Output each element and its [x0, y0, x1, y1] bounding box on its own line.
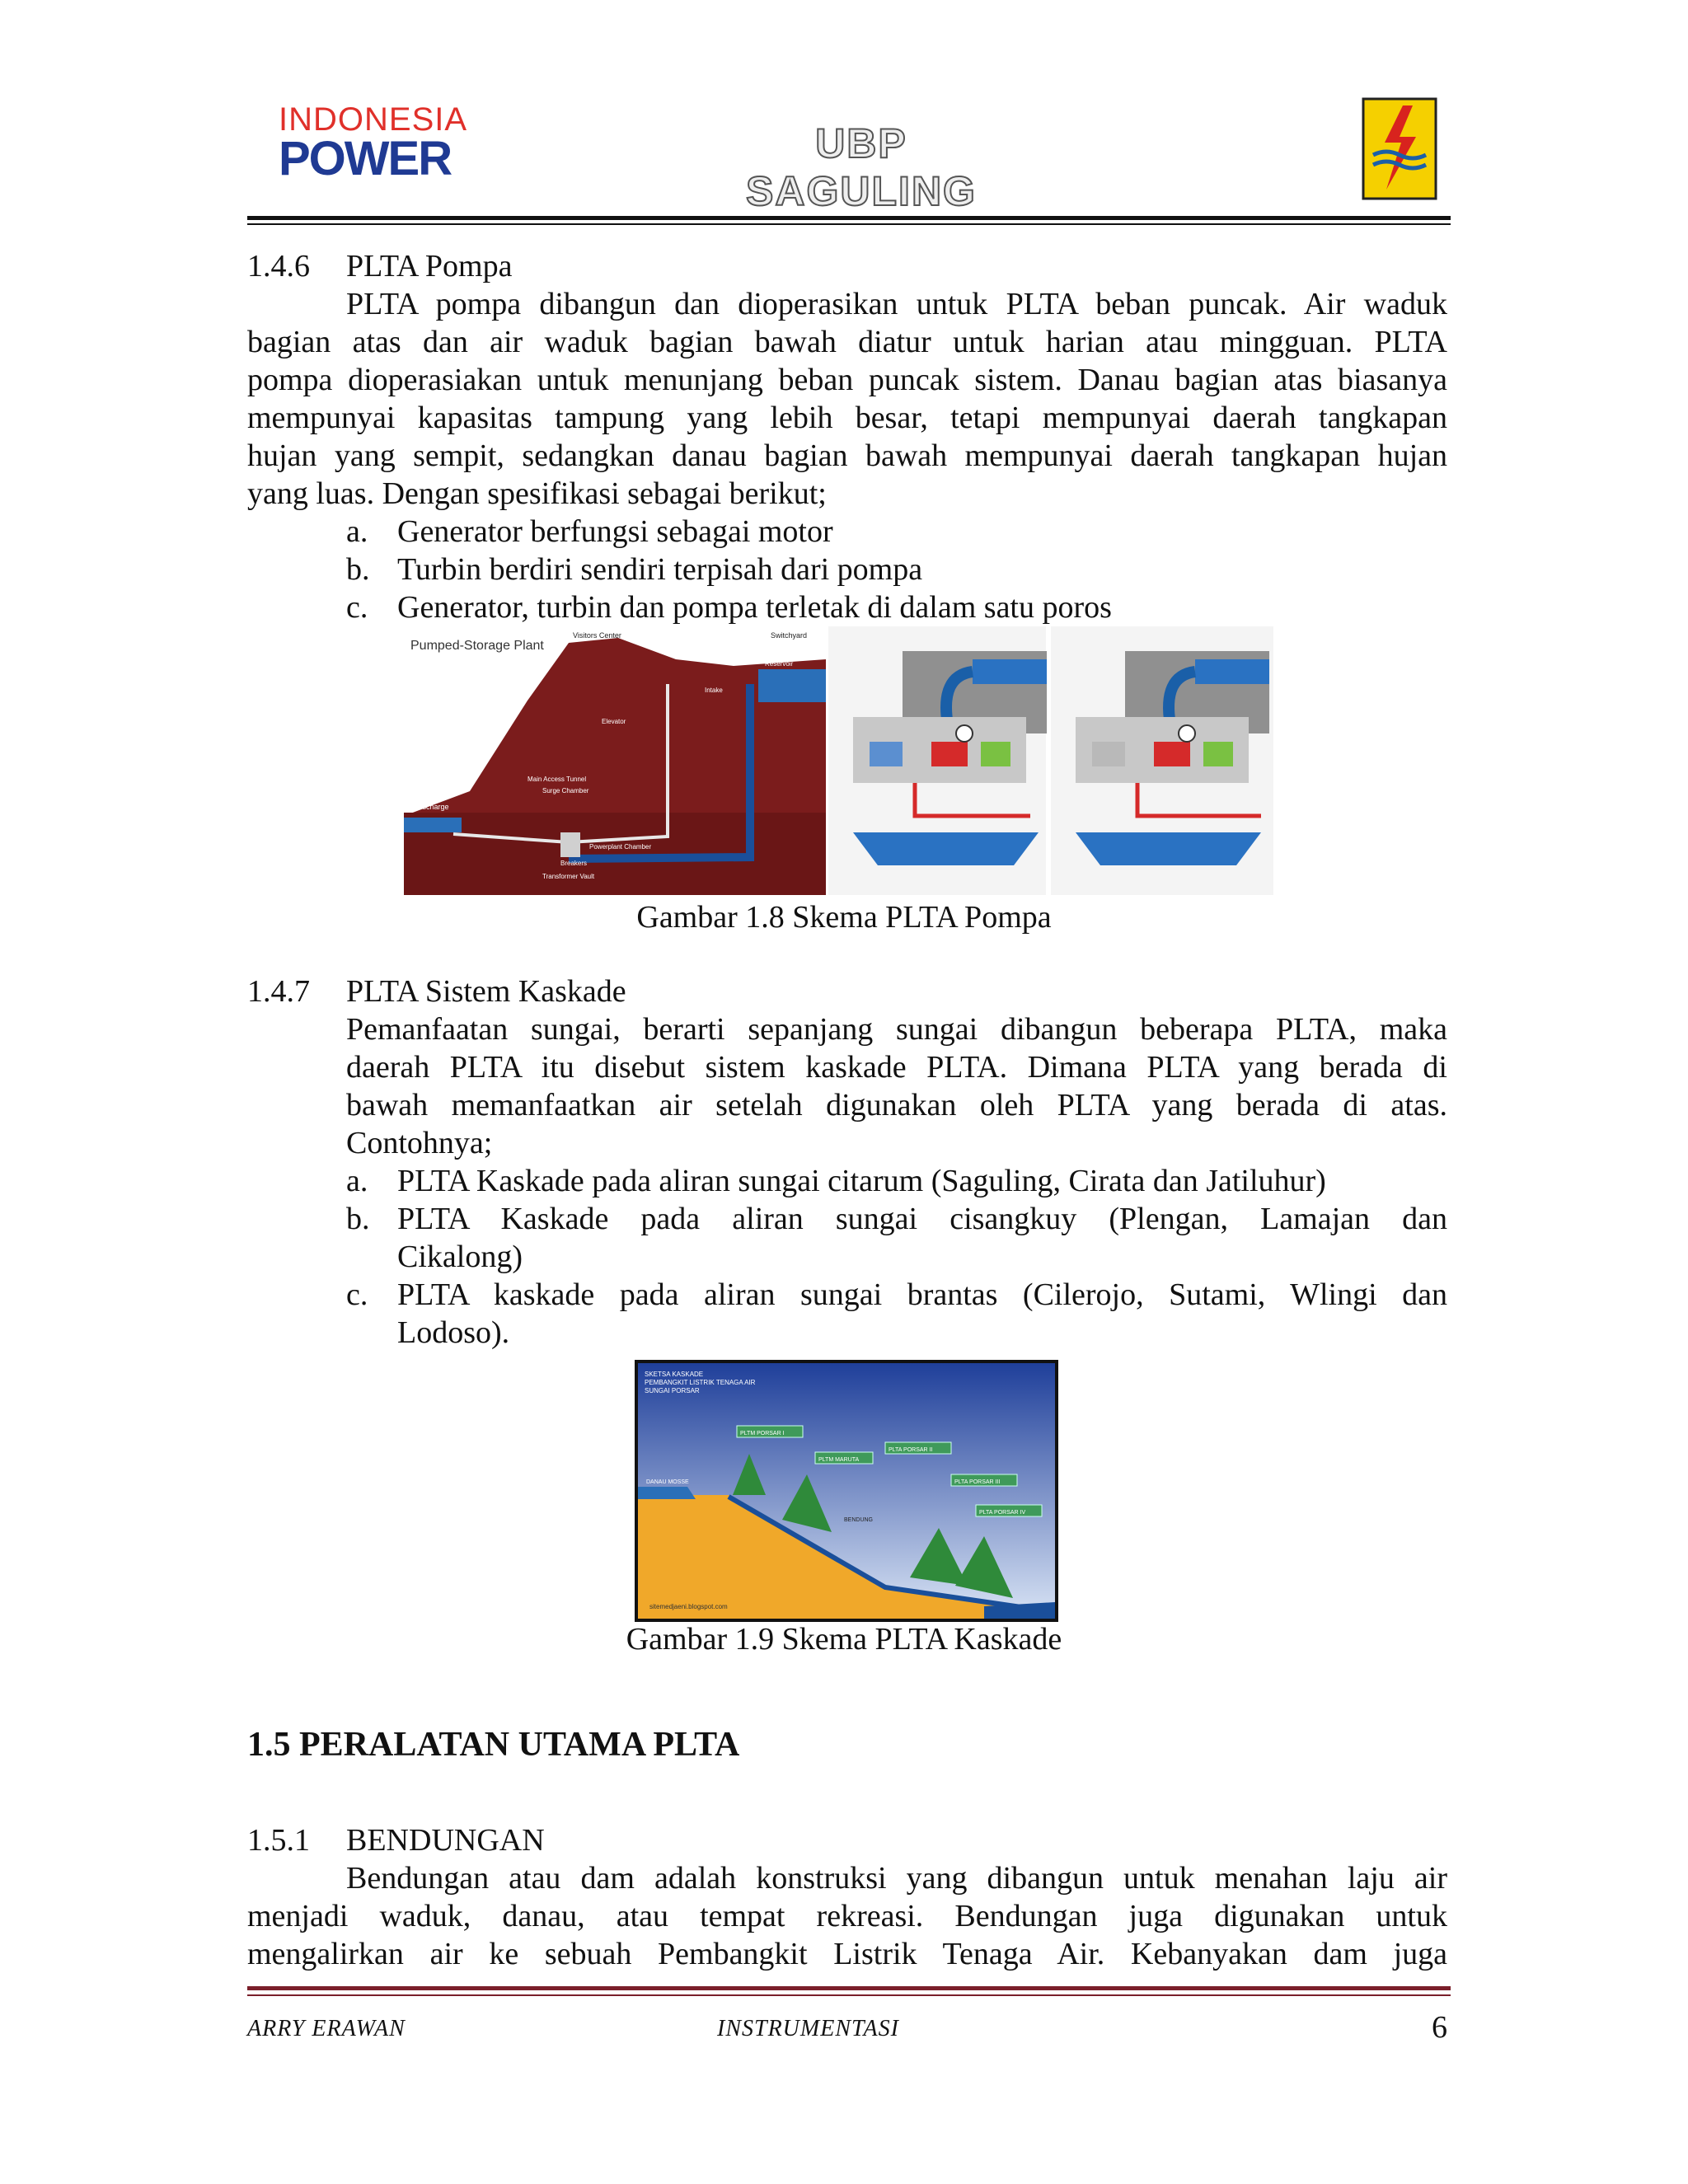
section-title: PLTA Pompa: [346, 249, 513, 284]
indonesia-power-logo: [279, 101, 468, 185]
svg-text:SKETSA KASKADE: SKETSA KASKADE: [645, 1371, 704, 1378]
paragraph-line: menjadi waduk, danau, atau tempat rekreasi. Bendungan juga digunakan untuk: [247, 1899, 1447, 1933]
paragraph-line: daerah PLTA itu disebut sistem kaskade PLTA. Dimana PLTA yang berada di: [346, 1050, 1447, 1085]
footer-subject: INSTRUMENTASI: [717, 2016, 899, 2041]
svg-text:Intake: Intake: [705, 687, 723, 694]
svg-text:Switchyard: Switchyard: [771, 631, 808, 640]
list-item: Generator, turbin dan pompa terletak di dalam satu poros: [397, 590, 1112, 625]
paragraph-line: bagian atas dan air waduk bagian bawah diatur untuk harian atau mingguan. PLTA: [247, 325, 1447, 359]
lower-reservoir: [404, 818, 462, 832]
section-number: 1.5.1: [247, 1823, 310, 1858]
list-item-continued: Cikalong): [397, 1240, 523, 1274]
paragraph-line: Pemanfaatan sungai, berarti sepanjang sungai dibangun beberapa PLTA, maka: [346, 1012, 1447, 1047]
svg-text:PLTA PORSAR IV: PLTA PORSAR IV: [979, 1510, 1026, 1516]
svg-text:PLTM PORSAR I: PLTM PORSAR I: [740, 1431, 785, 1436]
section-title: BENDUNGAN: [346, 1823, 545, 1858]
section-title: PLTA Sistem Kaskade: [346, 974, 626, 1009]
footer-author: ARRY ERAWAN: [247, 2016, 406, 2041]
paragraph-line: Bendungan atau dam adalah konstruksi yang dibangun untuk menahan laju air: [346, 1861, 1447, 1896]
upper-reservoir: [758, 669, 826, 702]
list-item: PLTA Kaskade pada aliran sungai citarum (Saguling, Cirata dan Jatiluhur): [397, 1164, 1326, 1198]
svg-text:Breakers: Breakers: [560, 860, 588, 867]
logo-line-2: POWER: [279, 132, 452, 185]
svg-text:PEMBANGKIT LISTRIK TENAGA AIR: PEMBANGKIT LISTRIK TENAGA AIR: [645, 1379, 756, 1386]
svg-text:Powerplant Chamber: Powerplant Chamber: [589, 843, 652, 851]
label-plant: Pumped-Storage Plant: [410, 639, 544, 653]
svg-text:PLTA PORSAR II: PLTA PORSAR II: [889, 1447, 933, 1453]
figure-caption: Gambar 1.8 Skema PLTA Pompa: [636, 900, 1052, 935]
paragraph-line: Contohnya;: [346, 1126, 493, 1160]
list-marker: a.: [346, 1164, 368, 1198]
page-number: 6: [1432, 2010, 1447, 2045]
logo-line-1: INDONESIA: [279, 101, 468, 138]
footer-rule-thin: [247, 1994, 1451, 1996]
list-marker: c.: [346, 1277, 368, 1312]
footer-rule: [247, 1986, 1451, 1990]
svg-text:Main Access Tunnel: Main Access Tunnel: [528, 776, 587, 783]
svg-text:sitemedjaeni.blogspot.com: sitemedjaeni.blogspot.com: [649, 1603, 728, 1610]
list-item: PLTA kaskade pada aliran sungai brantas (Cilerojo, Sutami, Wlingi dan: [397, 1277, 1447, 1312]
figure-caption: Gambar 1.9 Skema PLTA Kaskade: [626, 1622, 1062, 1657]
pln-logo: [1362, 97, 1437, 200]
list-item: PLTA Kaskade pada aliran sungai cisangkuy (Plengan, Lamajan dan: [397, 1202, 1447, 1236]
section-number: 1.4.6: [247, 249, 310, 284]
list-marker: b.: [346, 552, 370, 587]
paragraph-line: mengalirkan air ke sebuah Pembangkit Listrik Tenaga Air. Kebanyakan dam juga: [247, 1937, 1447, 1971]
svg-text:Surge Chamber: Surge Chamber: [542, 787, 589, 794]
list-marker: b.: [346, 1202, 370, 1236]
header-title: UBP SAGULING: [746, 120, 977, 214]
list-item: Generator berfungsi sebagai motor: [397, 514, 833, 549]
svg-text:DANAU MOSSE: DANAU MOSSE: [646, 1479, 689, 1485]
list-item: Turbin berdiri sendiri terpisah dari pompa: [397, 552, 923, 587]
list-marker: c.: [346, 590, 368, 625]
paragraph-line: PLTA pompa dibangun dan dioperasikan untuk PLTA beban puncak. Air waduk: [346, 287, 1447, 321]
svg-text:Reservoir: Reservoir: [765, 660, 794, 668]
paragraph-line: yang luas. Dengan spesifikasi sebagai berikut;: [247, 476, 827, 511]
list-item-continued: Lodoso).: [397, 1315, 510, 1350]
svg-text:Elevator: Elevator: [602, 718, 626, 725]
figure-pumped-storage: [404, 626, 1282, 895]
figure-kaskade: [635, 1360, 1058, 1622]
header-rule: [247, 216, 1451, 220]
svg-text:Discharge: Discharge: [415, 803, 449, 811]
paragraph-line: hujan yang sempit, sedangkan danau bagian bawah mempunyai daerah tangkapan hujan: [247, 438, 1447, 473]
svg-text:PLTA PORSAR III: PLTA PORSAR III: [954, 1479, 1001, 1485]
paragraph-line: bawah memanfaatkan air setelah digunakan oleh PLTA yang berada di atas.: [346, 1088, 1447, 1122]
paragraph-line: pompa dioperasiakan untuk menunjang beban puncak sistem. Danau bagian atas biasanya: [247, 363, 1447, 397]
paragraph-line: mempunyai kapasitas tampung yang lebih besar, tetapi mempunyai daerah tangkapan: [247, 401, 1447, 435]
chapter-heading: 1.5 PERALATAN UTAMA PLTA: [247, 1726, 740, 1764]
svg-text:Visitors Center: Visitors Center: [573, 631, 621, 640]
upper-lake: [638, 1487, 696, 1499]
svg-text:PLTM MARUTA: PLTM MARUTA: [818, 1457, 860, 1463]
svg-text:SUNGAI PORSAR: SUNGAI PORSAR: [645, 1387, 700, 1394]
header-rule-thin: [247, 223, 1451, 225]
svg-text:Transformer Vault: Transformer Vault: [542, 873, 595, 880]
svg-text:BENDUNG: BENDUNG: [844, 1517, 874, 1523]
section-number: 1.4.7: [247, 974, 310, 1009]
list-marker: a.: [346, 514, 368, 549]
